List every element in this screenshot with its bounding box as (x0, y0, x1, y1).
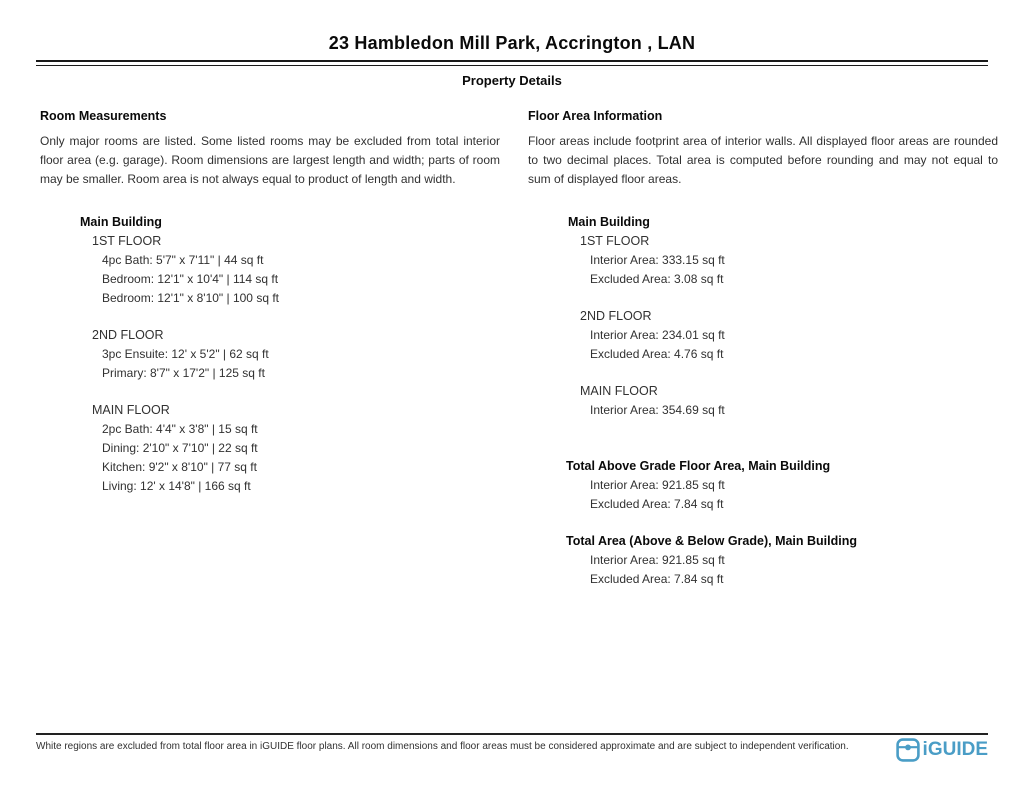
document-footer (36, 733, 988, 762)
area-line: Interior Area: 354.69 sq ft (590, 403, 725, 417)
room-line: 4pc Bath: 5'7" x 7'11" | 44 sq ft (102, 253, 264, 267)
room-line: Kitchen: 9'2" x 8'10" | 77 sq ft (102, 460, 257, 474)
total-above-below-grade (566, 532, 998, 589)
floor-area-heading: Floor Area Information (528, 109, 663, 123)
building-name: Main Building (80, 215, 162, 229)
floor-name: 1ST FLOOR (580, 234, 650, 248)
total-line: Excluded Area: 7.84 sq ft (590, 497, 724, 511)
footer-disclaimer: White regions are excluded from total floor area in iGUIDE floor plans. All room dimensions and floor areas must be considered approximate and are subject to independent verification. (36, 741, 849, 752)
room-line: Bedroom: 12'1" x 10'4" | 114 sq ft (102, 272, 279, 286)
totals-section (528, 457, 998, 589)
room-line: Living: 12' x 14'8" | 166 sq ft (102, 479, 251, 493)
floor-group-main (92, 401, 500, 496)
floor-group-1st (92, 232, 500, 308)
floor-name: 2ND FLOOR (92, 328, 164, 342)
area-group-2nd (580, 307, 998, 364)
total-above-grade (566, 457, 998, 514)
floor-name: MAIN FLOOR (92, 403, 170, 417)
floor-group-2nd (92, 326, 500, 383)
room-line: Primary: 8'7" x 17'2" | 125 sq ft (102, 366, 265, 380)
iguide-logo-text: iGUIDE (922, 739, 988, 760)
iguide-logo (896, 735, 988, 762)
area-group-main (580, 382, 998, 420)
room-line: 3pc Ensuite: 12' x 5'2" | 62 sq ft (102, 347, 269, 361)
room-measurements-disclaimer: Only major rooms are listed. Some listed rooms may be excluded from total interior floor area (e.g. garage). Room dimensions are largest length and width; parts of room may be smaller. Room area is not always equal to product of length and width. (40, 134, 500, 186)
area-line: Excluded Area: 4.76 sq ft (590, 347, 724, 361)
room-line: Bedroom: 12'1" x 8'10" | 100 sq ft (102, 291, 279, 305)
floor-area-column (528, 109, 998, 607)
area-line: Interior Area: 333.15 sq ft (590, 253, 725, 267)
floor-name: 1ST FLOOR (92, 234, 162, 248)
building-name: Main Building (568, 215, 650, 229)
floor-area-disclaimer: Floor areas include footprint area of interior walls. All displayed floor areas are rounded to two decimal places. Total area is computed before rounding and may not equal to sum of displayed floor areas. (528, 134, 998, 186)
area-line: Excluded Area: 3.08 sq ft (590, 272, 724, 286)
page-subtitle: Property Details (462, 73, 562, 88)
total-title: Total Above Grade Floor Area, Main Building (566, 459, 831, 473)
floor-name: 2ND FLOOR (580, 309, 652, 323)
total-line: Interior Area: 921.85 sq ft (590, 553, 725, 567)
floor-name: MAIN FLOOR (580, 384, 658, 398)
room-line: Dining: 2'10" x 7'10" | 22 sq ft (102, 441, 258, 455)
total-line: Interior Area: 921.85 sq ft (590, 478, 725, 492)
room-line: 2pc Bath: 4'4" x 3'8" | 15 sq ft (102, 422, 258, 436)
area-group-1st (580, 232, 998, 289)
content-columns (0, 88, 1024, 607)
room-measurements-column (40, 109, 500, 607)
total-title: Total Area (Above & Below Grade), Main Building (566, 534, 857, 548)
iguide-camera-icon (896, 738, 920, 762)
document-header (0, 0, 1024, 88)
area-line: Interior Area: 234.01 sq ft (590, 328, 725, 342)
header-rule-thick (36, 60, 988, 62)
total-line: Excluded Area: 7.84 sq ft (590, 572, 724, 586)
header-rule-thin (36, 65, 988, 66)
room-measurements-heading: Room Measurements (40, 109, 167, 123)
page-title: 23 Hambledon Mill Park, Accrington , LAN (328, 33, 696, 53)
